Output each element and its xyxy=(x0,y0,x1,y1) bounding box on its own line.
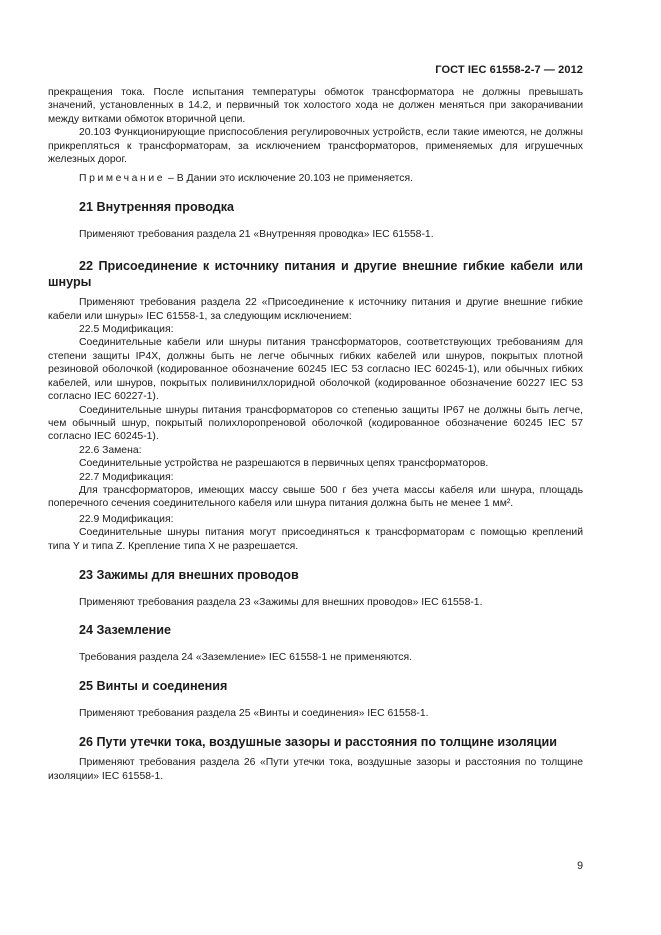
section-heading-25: 25 Винты и соединения xyxy=(79,678,228,693)
paragraph: 22.6 Замена: xyxy=(79,444,142,456)
section-heading-23: 23 Зажимы для внешних проводов xyxy=(79,567,299,582)
paragraph: Соединительные устройства не разрешаются в первичных цепях трансформаторов. xyxy=(79,458,489,470)
note xyxy=(48,172,583,185)
paragraph: Соединительные шнуры питания могут присоединяться к трансформаторам с помощью креплений типа Y и типа Z. Крепление типа X не разрешается. xyxy=(48,527,583,552)
paragraph: 22.9 Модификация: xyxy=(79,513,174,525)
note-label: Примечание xyxy=(79,173,166,185)
paragraph: Применяют требования раздела 26 «Пути утечки тока, воздушные зазоры и расстояния по толщине изоляции» IEC 61558-1. xyxy=(48,757,583,782)
paragraph: Для трансформаторов, имеющих массу свыше 500 г без учета массы кабеля или шнура, площадь поперечного сечения соединительного кабеля или шнура питания должна быть не менее 1 мм². xyxy=(48,484,583,510)
page-content xyxy=(48,86,583,783)
paragraph: Соединительные кабели или шнуры питания трансформаторов, соответствующих требованиям для степени защиты IP4X, должны быть не легче обычных гибких кабелей или шнуров, покрытых плотной резиновой оболочкой (кодированное обозначение 60245 IEC 53 согласно IEC 60245-1), или обычных гибких кабелей, или шнуров, покрытых поливинилхлоридной оболочкой (кодированное обозначение 60227 IEC 53 согласно IEC 60227-1). xyxy=(48,337,583,403)
paragraph: Применяют требования раздела 21 «Внутренняя проводка» IEC 61558-1. xyxy=(79,228,434,240)
paragraph: 20.103 Функционирующие приспособления регулировочных устройств, если такие имеются, не должны прикрепляться к трансформаторам, за исключением трансформаторов, применяемых для игрушечных железных дорог. xyxy=(48,127,583,166)
paragraph: Применяют требования раздела 25 «Винты и соединения» IEC 61558-1. xyxy=(79,707,429,719)
section-heading-22: 22 Присоединение к источнику питания и другие внешние гибкие кабели или шнуры xyxy=(48,259,583,290)
note-text: – В Дании это исключение 20.103 не применяется. xyxy=(165,173,413,185)
paragraph: Требования раздела 24 «Заземление» IEC 61558-1 не применяются. xyxy=(79,652,412,664)
paragraph: прекращения тока. После испытания температуры обмоток трансформатора не должны превышать значений, установленных в 14.2, и первичный ток холостого хода не должен меняться при закорачивании между витками обмоток вторичной цепи. xyxy=(48,87,583,125)
standard-header: ГОСТ IEC 61558-2-7 — 2012 xyxy=(435,64,583,76)
paragraph: 22.7 Модификация: xyxy=(79,471,174,483)
section-heading-21: 21 Внутренняя проводка xyxy=(79,199,235,214)
paragraph: Применяют требования раздела 23 «Зажимы для внешних проводов» IEC 61558-1. xyxy=(79,596,483,608)
section-heading-24: 24 Заземление xyxy=(79,623,171,638)
paragraph: 22.5 Модификация: xyxy=(79,324,174,336)
paragraph: Применяют требования раздела 22 «Присоединение к источнику питания и другие внешние гибкие кабели или шнуры» IEC 61558-1, за следующим исключением: xyxy=(48,297,583,322)
page-number: 9 xyxy=(577,860,583,872)
section-heading-26: 26 Пути утечки тока, воздушные зазоры и расстояния по толщине изоляции xyxy=(79,735,558,750)
paragraph: Соединительные шнуры питания трансформаторов со степенью защиты IP67 не должны быть легче, чем обычный шнур, покрытый полихлоропреновой оболочкой (кодированное обозначение 60245 IEC 57 согласно IEC 60245-1). xyxy=(48,404,583,443)
